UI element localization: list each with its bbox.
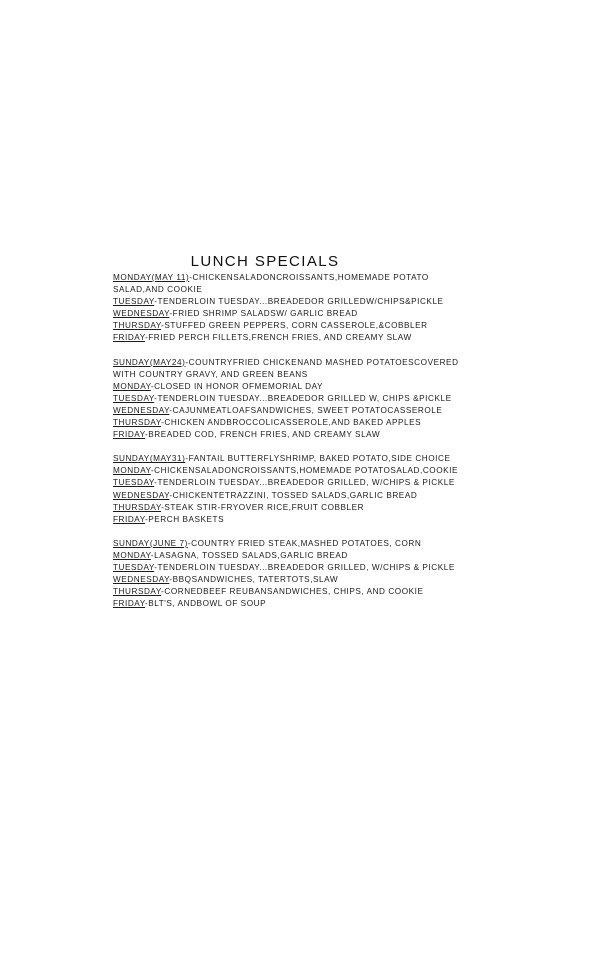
day-label: THURSDAY <box>113 502 162 512</box>
day-label: TUESDAY <box>113 562 155 572</box>
day-label: THURSDAY <box>113 587 162 597</box>
menu-line <box>113 502 453 514</box>
menu-line <box>113 562 453 574</box>
dish-text: -CAJUNMEATLOAFSANDWICHES, SWEET POTATOCASSEROLE <box>169 405 443 415</box>
dish-text: -TENDERLOIN TUESDAY...BREADEDOR GRILLEDW/CHIPS&PICKLE <box>154 297 444 307</box>
dish-text: -CLOSED IN HONOR OFMEMORIAL DAY <box>150 381 324 391</box>
day-label: FRIDAY <box>113 599 145 609</box>
day-label: TUESDAY <box>113 297 155 307</box>
day-label: TUESDAY <box>113 478 155 488</box>
menu-line <box>113 477 453 489</box>
day-label: FRIDAY <box>113 430 145 440</box>
menu-line <box>113 514 453 526</box>
day-label: MONDAY <box>113 466 151 476</box>
day-label: THURSDAY <box>113 321 162 331</box>
menu-line <box>113 357 459 369</box>
dish-text: -CHICKENSALADONCROISSANTS,HOMEMADE POTATOSALAD,COOKIE <box>150 466 458 476</box>
day-label: THURSDAY <box>113 418 162 428</box>
day-label: MONDAY <box>113 381 151 391</box>
menu-line <box>113 308 453 320</box>
menu-line <box>113 369 453 381</box>
dish-text: -TENDERLOIN TUESDAY...BREADEDOR GRILLED W, CHIPS &PICKLE <box>154 393 452 403</box>
menu-line <box>113 393 453 405</box>
dish-text: -TENDERLOIN TUESDAY...BREADEDOR GRILLED, W/CHIPS & PICKLE <box>154 562 455 572</box>
menu-line <box>113 490 453 502</box>
day-label: WEDNESDAY <box>113 309 170 319</box>
menu-line <box>113 320 453 332</box>
dish-text: -TENDERLOIN TUESDAY...BREADEDOR GRILLED, W/CHIPS & PICKLE <box>154 478 455 488</box>
menu-line <box>113 586 453 598</box>
day-label: MONDAY(MAY 11) <box>113 273 190 282</box>
dish-text: -CHICKEN ANDBROCCOLICASSEROLE,AND BAKED APPLES <box>161 418 422 428</box>
dish-text: -CHICKENTETRAZZINI, TOSSED SALADS,GARLIC BREAD <box>169 490 418 500</box>
dish-text: -STEAK STIR-FRYOVER RICE,FRUIT COBBLER <box>161 502 365 512</box>
menu-line <box>113 381 453 393</box>
menu-line <box>113 574 453 586</box>
menu-line <box>113 417 453 429</box>
dish-text: -FRIED SHRIMP SALADSW/ GARLIC BREAD <box>169 309 358 319</box>
day-label: FRIDAY <box>113 514 145 524</box>
dish-text: -STUFFED GREEN PEPPERS, CORN CASSEROLE,&COBBLER <box>161 321 428 331</box>
dish-text: -COUNTRY FRIED STEAK,MASHED POTATOES, CORN <box>187 538 422 548</box>
menu-line <box>113 465 458 477</box>
menu-line <box>113 332 453 344</box>
day-label: FRIDAY <box>113 333 145 343</box>
dish-text: SALAD,AND COOKIE <box>113 285 203 295</box>
dish-text: -CHICKENSALADONCROISSANTS,HOMEMADE POTATO <box>189 273 429 282</box>
day-label: SUNDAY(MAY24) <box>113 357 186 367</box>
dish-text: WITH COUNTRY GRAVY, AND GREEN BEANS <box>113 369 308 379</box>
day-label: TUESDAY <box>113 393 155 403</box>
week-block <box>113 272 453 345</box>
dish-text: -LASAGNA, TOSSED SALADS,GARLIC BREAD <box>150 550 348 560</box>
dish-text: -BBQSANDWICHES, TATERTOTS,SLAW <box>169 575 339 585</box>
dish-text: -BREADED COD, FRENCH FRIES, AND CREAMY SLAW <box>144 430 381 440</box>
menu-line <box>113 284 453 296</box>
dish-text: -FANTAIL BUTTERFLYSHRIMP, BAKED POTATO,SIDE CHOICE <box>185 454 451 464</box>
week-block <box>113 453 458 526</box>
menu-line <box>113 550 453 562</box>
day-label: WEDNESDAY <box>113 575 170 585</box>
dish-text: -BLT'S, ANDBOWL OF SOUP <box>144 599 267 609</box>
menu-line <box>113 538 453 550</box>
page-title: LUNCH SPECIALS <box>190 253 340 270</box>
day-label: WEDNESDAY <box>113 490 170 500</box>
menu-line <box>113 405 453 417</box>
dish-text: -CORNEDBEEF REUBANSANDWICHES, CHIPS, AND COOKIE <box>161 587 424 597</box>
specials-list <box>113 272 459 622</box>
week-block <box>113 538 453 611</box>
dish-text: -COUNTRYFRIED CHICKENAND MASHED POTATOESCOVERED <box>185 357 459 367</box>
day-label: MONDAY <box>113 550 151 560</box>
day-label: WEDNESDAY <box>113 405 170 415</box>
week-block <box>113 357 459 442</box>
dish-text: -FRIED PERCH FILLETS,FRENCH FRIES, AND CREAMY SLAW <box>144 333 412 343</box>
dish-text: -PERCH BASKETS <box>144 514 225 524</box>
menu-line <box>113 272 453 284</box>
day-label: SUNDAY(JUNE 7) <box>113 538 188 548</box>
menu-line <box>113 598 453 610</box>
menu-line <box>113 453 453 465</box>
day-label: SUNDAY(MAY31) <box>113 454 186 464</box>
menu-line <box>113 429 453 441</box>
menu-line <box>113 296 453 308</box>
